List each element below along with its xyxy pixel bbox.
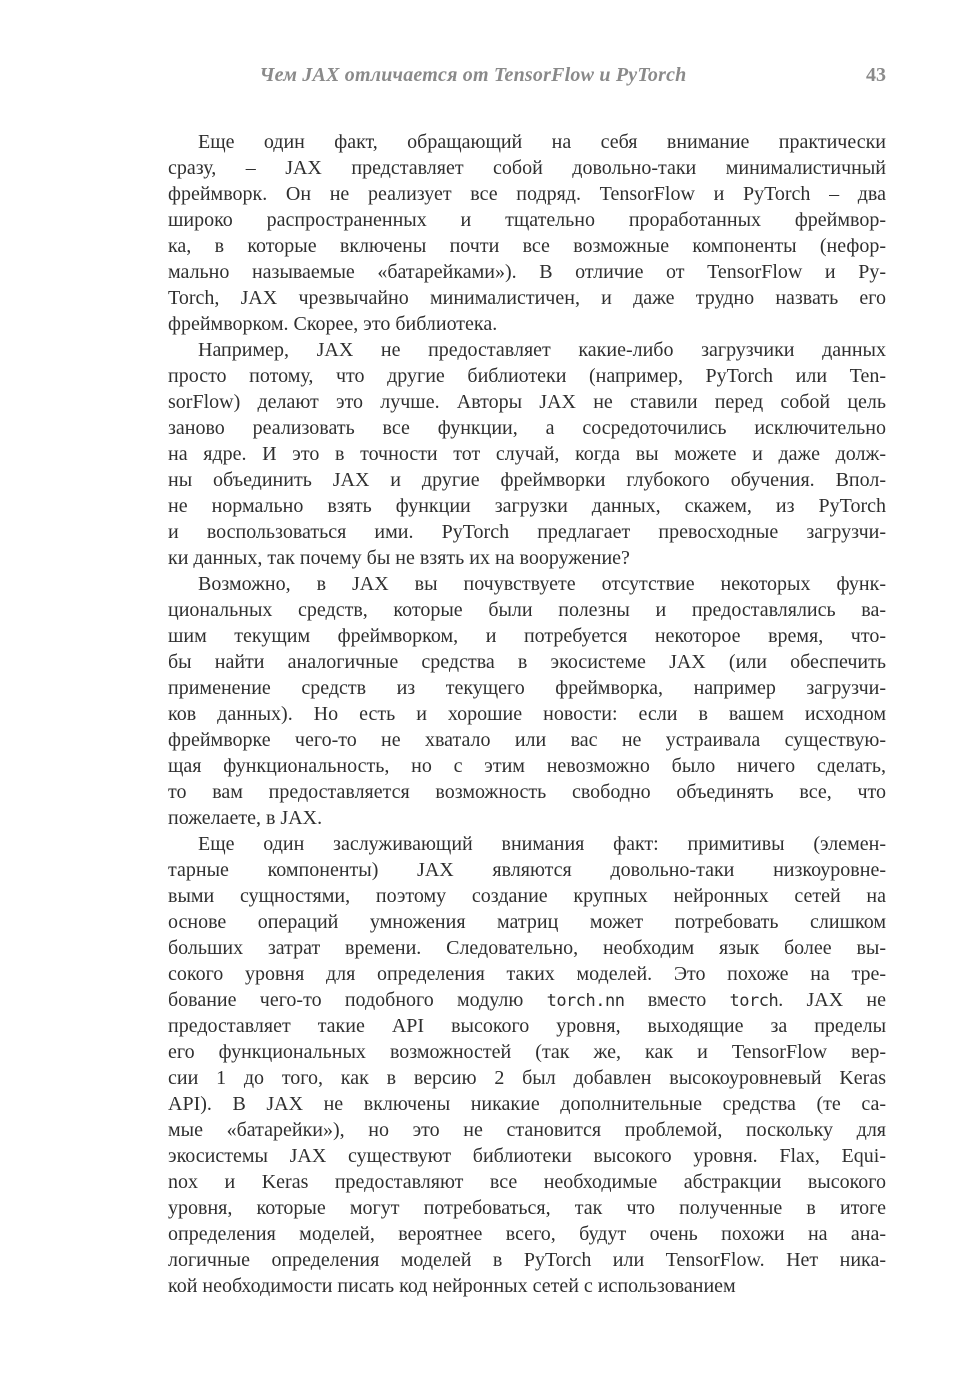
- text-segment: вместо: [624, 989, 730, 1011]
- text-line: бы найти аналогичные средства в экосистеме JAX (или обеспечить: [168, 651, 886, 673]
- text-line: не нормально взять функции загрузки данных, скажем, из PyTorch: [168, 495, 886, 517]
- text-line: уровня, которые могут потребоваться, так что полученные в итоге: [168, 1197, 886, 1219]
- text-line: sorFlow) делают это лучше. Авторы JAX не ставили перед собой цель: [168, 391, 886, 413]
- text-line: заново реализовать все функции, а сосредоточились исключительно: [168, 417, 886, 439]
- text-line: кой необходимости писать код нейронных сетей с использованием: [168, 1275, 736, 1297]
- text-line: [168, 987, 886, 1013]
- text-line: Например, JAX не предоставляет какие-либо загрузчики данных: [198, 339, 886, 361]
- body-text: [168, 129, 886, 1299]
- text-line: на ядре. И это в точности тот случай, когда вы можете и даже долж-: [168, 443, 886, 465]
- text-line: и воспользоваться ими. PyTorch предлагает превосходные загрузчи-: [168, 521, 886, 543]
- text-line: пожелаете, в JAX.: [168, 807, 323, 829]
- text-line: экосистемы JAX существуют библиотеки высокого уровня. Flax, Equi-: [168, 1145, 886, 1167]
- text-line: циональных средств, которые были полезны и предоставлялись ва-: [168, 599, 886, 621]
- text-line: то вам предоставляется возможность свободно объединять все, что: [168, 781, 886, 803]
- text-line: фреймворком. Скорее, это библиотека.: [168, 313, 498, 335]
- text-line: API). В JAX не включены никакие дополнительные средства (те са-: [168, 1093, 886, 1115]
- text-line: широко распространенных и тщательно проработанных фреймвор-: [168, 209, 886, 231]
- text-line: фреймворк. Он не реализует все подряд. TensorFlow и PyTorch – два: [168, 183, 886, 205]
- text-line: ка, в которые включены почти все возможные компоненты (нефор-: [168, 235, 886, 257]
- text-line: определения моделей, вероятнее всего, будут очень похожи на ана-: [168, 1223, 886, 1245]
- text-line: мые «батарейки»), но это не становится проблемой, поскольку для: [168, 1119, 886, 1141]
- inline-code: torch.nn: [546, 991, 625, 1011]
- text-line: сразу, – JAX представляет собой довольно-таки минималистичный: [168, 157, 886, 179]
- text-line: сокого уровня для определения таких моделей. Это похоже на тре-: [168, 963, 886, 985]
- text-line: фреймворке чего-то не хватало или вас не устраивала существую-: [168, 729, 886, 751]
- text-line: выми сущностями, поэтому создание крупных нейронных сетей на: [168, 885, 886, 907]
- text-line: основе операций умножения матриц может потребовать слишком: [168, 911, 886, 933]
- text-line: Возможно, в JAX вы почувствуете отсутствие некоторых функ-: [198, 573, 886, 595]
- text-line: Еще один факт, обращающий на себя внимание практически: [198, 131, 886, 153]
- chapter-title: Чем JAX отличается от TensorFlow и PyTorch: [259, 64, 687, 86]
- inline-code: torch: [729, 991, 779, 1011]
- running-header: [168, 64, 886, 94]
- text-line: шим текущим фреймворком, и потребуется некоторое время, что-: [168, 625, 886, 647]
- text-line: мально называемые «батарейками»). В отличие от TensorFlow и Py-: [168, 261, 886, 283]
- text-line: применение средств из текущего фреймворка, например загрузчи-: [168, 677, 886, 699]
- text-line: предоставляет такие API высокого уровня, выходящие за пределы: [168, 1015, 886, 1037]
- text-line: nox и Keras предоставляют все необходимые абстракции высокого: [168, 1171, 886, 1193]
- text-line: ков данных). Но есть и хорошие новости: если в вашем исходном: [168, 703, 886, 725]
- text-line: тарные компоненты) JAX являются довольно-таки низкоуровне-: [168, 859, 886, 881]
- page-number: 43: [866, 64, 886, 86]
- text-line: просто потому, что другие библиотеки (например, PyTorch или Ten-: [168, 365, 886, 387]
- text-line: его функциональных возможностей (так же, как и TensorFlow вер-: [168, 1041, 886, 1063]
- text-segment: бование чего-то подобного модулю: [168, 989, 547, 1011]
- text-line: логичные определения моделей в PyTorch или TensorFlow. Нет ника-: [168, 1249, 886, 1271]
- text-segment: . JAX не: [778, 989, 886, 1011]
- text-line: ны объединить JAX и другие фреймворки глубокого обучения. Впол-: [168, 469, 886, 491]
- text-line: Еще один заслуживающий внимания факт: примитивы (элемен-: [198, 833, 886, 855]
- text-line: щая функциональность, но с этим невозможно было ничего сделать,: [168, 755, 886, 777]
- text-line: Torch, JAX чрезвычайно минималистичен, и даже трудно назвать его: [168, 287, 886, 309]
- text-line: сии 1 до того, как в версию 2 был добавлен высокоуровневый Keras: [168, 1067, 886, 1089]
- text-line: больших затрат времени. Следовательно, необходим язык более вы-: [168, 937, 886, 959]
- text-line: ки данных, так почему бы не взять их на вооружение?: [168, 547, 630, 569]
